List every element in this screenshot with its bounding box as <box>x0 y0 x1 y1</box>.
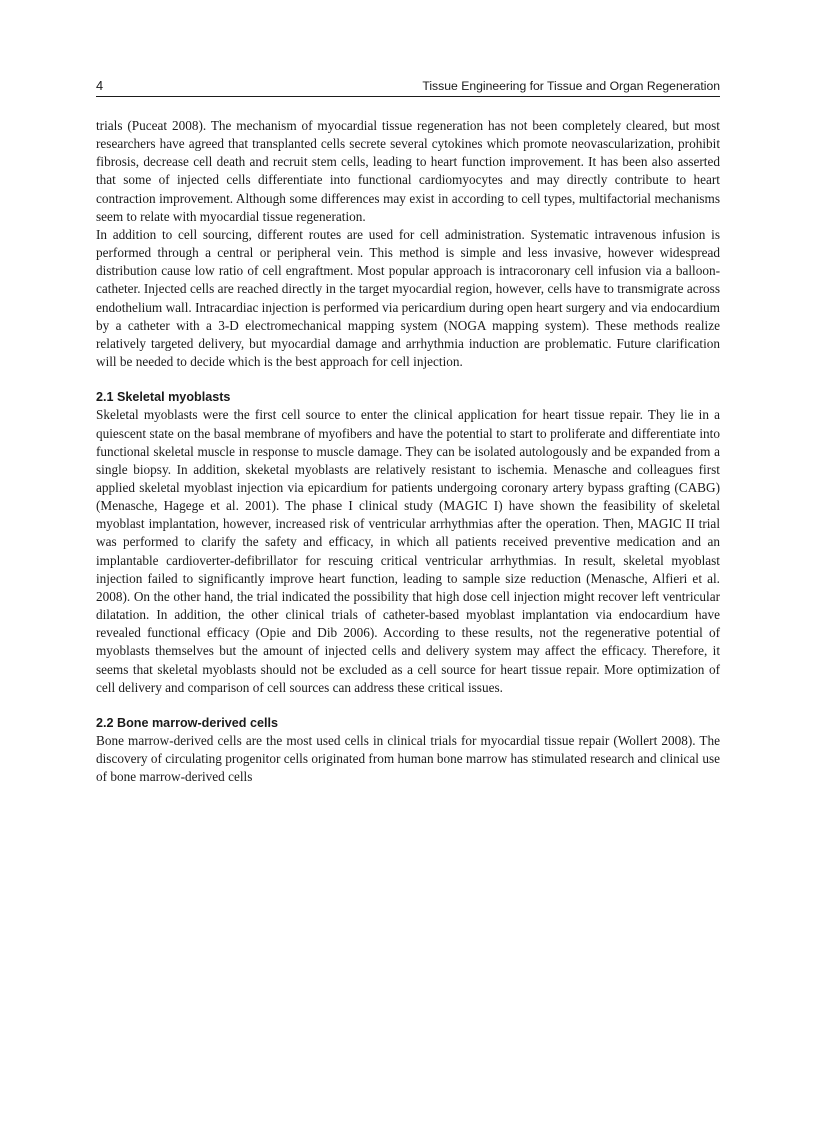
section-heading: 2.2 Bone marrow-derived cells <box>96 715 278 730</box>
section-heading: 2.1 Skeletal myoblasts <box>96 390 231 405</box>
section-spacer <box>96 371 720 388</box>
section-paragraph: Skeletal myoblasts were the first cell source to enter the clinical application for heart tissue repair. They lie in a quiescent state on the basal membrane of myofibers and have the potential to start to proliferate and differentiate into functional skeletal muscle in response to muscle damage. They can be isolated autologously and be expanded from a single biopsy. In addition, skeketal myoblasts are relatively resistant to ischemia. Menasche and colleagues first applied skeletal myoblast injection via epicardium for patients undergoing coronary artery bypass grafting (CABG) (Menasche, Hagege et al. 2001). The phase I clinical study (MAGIC I) have shown the feasibility of skeletal myoblast implantation, however, increased risk of ventricular arrhythmias after the operation. Then, MAGIC II trial was performed to clarify the safety and efficacy, in which all patients received preventive medication and an implantable cardioverter-defibrillator for rescuing critical ventricular arrhythmias. In result, skeletal myoblast injection failed to significantly improve heart function, leading to sample size reduction (Menasche, Alfieri et al. 2008). On the other hand, the trial indicated the possibility that high dose cell injection might recover left ventricular dilatation. In addition, the other clinical trials of catheter-based myoblast implantation via endocardium have revealed functional efficacy (Opie and Dib 2006). According to these results, not the regenerative potential of myoblasts themselves but the amount of injected cells and delivery system may affect the efficacy. Therefore, it seems that skeletal myoblasts should not be excluded as a cell source for heart tissue repair. More optimization of cell delivery and comparison of cell sources can address these critical issues. <box>96 407 720 695</box>
document-page <box>96 78 720 786</box>
running-title: Tissue Engineering for Tissue and Organ Regeneration <box>422 79 720 93</box>
section-paragraph: Bone marrow-derived cells are the most used cells in clinical trials for myocardial tissue repair (Wollert 2008). The discovery of circulating progenitor cells originated from human bone marrow has stimulated research and clinical use of bone marrow-derived cells <box>96 733 720 785</box>
document-body <box>96 117 720 786</box>
section-spacer <box>96 697 720 714</box>
body-paragraph: trials (Puceat 2008). The mechanism of myocardial tissue regeneration has not been completely cleared, but most researchers have agreed that transplanted cells secrete several cytokines which promote neovascularization, prohibit fibrosis, decrease cell death and recruit stem cells, leading to heart function improvement. It has been also asserted that some of injected cells differentiate into functional cardiomyocytes and may directly contribute to heart contraction improvement. Although some differences may exist in according to cell types, multifactorial mechanisms seem to relate with myocardial tissue regeneration. <box>96 118 720 224</box>
running-header <box>96 78 720 97</box>
body-paragraph: In addition to cell sourcing, different routes are used for cell administration. Systematic intravenous infusion is performed through a central or peripheral vein. This method is simple and less invasive, however widespread distribution cause low ratio of cell engraftment. Most popular approach is intracoronary cell infusion via a balloon-catheter. Injected cells are reached directly in the target myocardial region, however, cells have to transmigrate across endothelium wall. Intracardiac injection is performed via pericardium during open heart surgery and via endocardium by a catheter with a 3-D electromechanical mapping system (NOGA mapping system). These methods realize relatively targeted delivery, but myocardial damage and arrhythmia induction are problematic. Future clarification will be needed to decide which is the best approach for cell injection. <box>96 226 720 370</box>
page-number: 4 <box>96 78 104 93</box>
